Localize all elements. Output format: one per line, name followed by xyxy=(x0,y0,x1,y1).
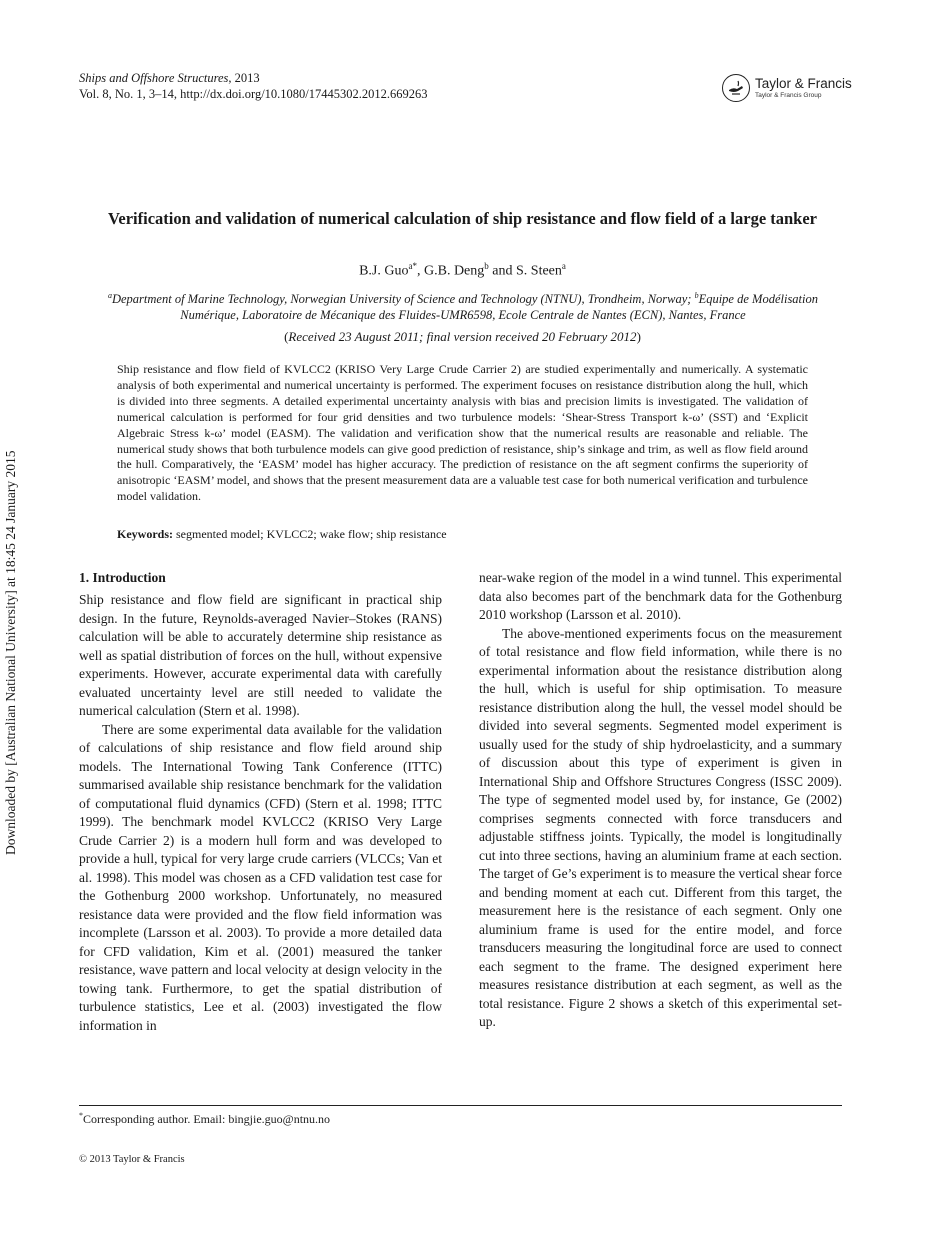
footnote xyxy=(79,1111,330,1127)
received-text: Received 23 August 2011; final version received 20 February 2012 xyxy=(288,329,637,344)
citation-line[interactable]: Vol. 8, No. 1, 3–14, http://dx.doi.org/10.1080/17445302.2012.669263 xyxy=(79,87,428,101)
received-dates: (Received 23 August 2011; final version received 20 February 2012) xyxy=(284,329,641,344)
body-paragraph: Ship resistance and flow field are significant in practical ship design. In the future, Reynolds-averaged Navier–Stokes (RANS) calculation will be able to accurately determine ship resistance as well as spatial distribution of forces on the hull, without expensive experiments. However, accurate experimental data with carefully evaluated uncertainty level are still needed to validate the numerical calculation (Stern et al. 1998). xyxy=(79,592,442,718)
section-heading: 1. Introduction xyxy=(79,570,166,585)
author-list: B.J. Guo$^{a*}$, G.B. Deng$^b$ and S. Steen$^a$ xyxy=(359,261,566,279)
affiliations xyxy=(88,288,838,323)
body-paragraph: near-wake region of the model in a wind tunnel. This experimental data also becomes part of the benchmark data for the Gothenburg 2010 workshop (Larsson et al. 2010). xyxy=(479,570,842,622)
abstract: Ship resistance and flow field of KVLCC2 (KRISO Very Large Crude Carrier 2) are studied experimentally and numerically. A systematic analysis of both experimental and numerical uncertainty is performed. The experiment focuses on resistance distribution along the hull, which is divided into three segments. A detailed experimental uncertainty analysis with bias and precision limits is investigated. The validation of numerical calculation is performed for four grid densities and two turbulence models: ‘Shear-Stress Transport k-ω’ (SST) and ‘Explicit Algebraic Stress k-ω’ model (EASM). The validation and verification show that the numerical results are reasonable and reliable. The numerical study shows that both turbulence models can give good prediction of resistance, ship’s sinkage and trim, as well as flow field around the hull. Comparatively, the ‘EASM’ model has higher accuracy. The prediction of resistance on the aft segment confirms the superiority of anisotropic ‘EASM’ model, and shows that the present measurement data are a valuable test case for both numerical verification and turbulence model validation. xyxy=(117,362,808,504)
journal-name: Ships and Offshore Structures xyxy=(79,71,229,85)
keywords-list: segmented model; KVLCC2; wake flow; ship resistance xyxy=(176,527,447,541)
journal-year: , 2013 xyxy=(228,71,260,85)
publisher-lamp-icon xyxy=(722,74,750,102)
download-watermark xyxy=(3,385,23,855)
keywords-label: Keywords: xyxy=(117,527,173,541)
author-name: S. Steen xyxy=(516,263,562,279)
publisher-name: Taylor & Francis xyxy=(755,76,852,91)
body-column-left xyxy=(79,569,442,1035)
author-name: G.B. Deng xyxy=(424,263,485,279)
affiliation-text: Department of Marine Technology, Norwegian University of Science and Technology (NTNU), Trondheim, Norway; xyxy=(111,292,695,307)
article-title: Verification and validation of numerical calculation of ship resistance and flow field of a large tanker xyxy=(107,209,818,228)
journal-header xyxy=(79,70,428,102)
author-affiliation-marker: b xyxy=(484,261,489,271)
publisher-logo xyxy=(722,74,852,104)
footnote-marker: * xyxy=(79,1111,83,1120)
copyright-notice: © 2013 Taylor & Francis xyxy=(79,1154,185,1165)
body-column-right xyxy=(479,569,842,1032)
author-name: B.J. Guo xyxy=(359,263,409,279)
author-affiliation-marker: a* xyxy=(408,261,417,271)
body-paragraph: The above-mentioned experiments focus on the measurement of total resistance and flow field information, while there is no experimental information about the resistance distribution along the hull, which is useful for ship optimisation. To measure resistance distribution along the hull, the vessel model should be divided into several segments. Segmented model experiment is usually used for the study of ship hydroelasticity, and a summary of discussion about this type of experiment is given in International Ship and Offshore Structures Congress (ISSC 2009). The type of segmented model used by, for instance, Ge (2002) comprises segments connected with force transducers and adjustable stiffness joints. Typically, the model is longitudinally cut into three sections, having an aluminium frame at each section. The target of Ge’s experiment is to measure the vertical shear force and bending moment at each cut. Different from this target, the measurement here is the resistance of each segment. Only one aluminium frame is used for the entire model, and force transducers measuring the longitudinal force are used to connect each segment to the frame. The designed experiment here measures resistance distribution at each segment, as well as the total resistance. Figure 2 shows a sketch of this experimental set-up. xyxy=(479,625,842,1029)
affiliation-marker: a xyxy=(107,291,112,300)
footnote-text: Corresponding author. Email: bingjie.guo@ntnu.no xyxy=(83,1112,331,1126)
body-paragraph: There are some experimental data available for the validation of calculations of ship resistance and flow field around ship models. The International Towing Tank Conference (ITTC) summarised available ship resistance benchmark for the validation of computational fluid dynamics (CFD) (Stern et al. 1998; ITTC 1999). The benchmark model KVLCC2 (KRISO Very Large Crude Carrier 2) is a modern hull form and was developed to provide a hull, typical for very large crude carriers (VLCCs; Van et al. 1998). This model was chosen as a CFD validation test case for the Gothenburg 2000 workshop. Unfortunately, no measured resistance data were provided and the flow field information was incomplete (Larsson et al. 2003). To provide a more detailed data for CFD validation, Kim et al. (2001) measured the tanker resistance, wave pattern and local velocity at design velocity in the towing tank. Furthermore, to get the spatial distribution of turbulence statistics, Lee et al. (2003) investigated the flow information in xyxy=(79,721,442,1033)
affiliation-text: Equipe de Modélisation Numérique, Laboratoire de Mécanique des Fluides-UMR6598, Ecole Centrale de Nantes (ECN), Nantes, France xyxy=(180,292,818,323)
download-watermark-text: Downloaded by [Australian National University] at 18:45 24 January 2015 xyxy=(3,450,18,855)
author-affiliation-marker: a xyxy=(561,261,566,271)
publisher-group: Taylor & Francis Group xyxy=(755,92,822,99)
keywords-line xyxy=(117,527,447,542)
footnote-divider xyxy=(79,1105,842,1106)
affiliation-marker: b xyxy=(694,291,699,300)
